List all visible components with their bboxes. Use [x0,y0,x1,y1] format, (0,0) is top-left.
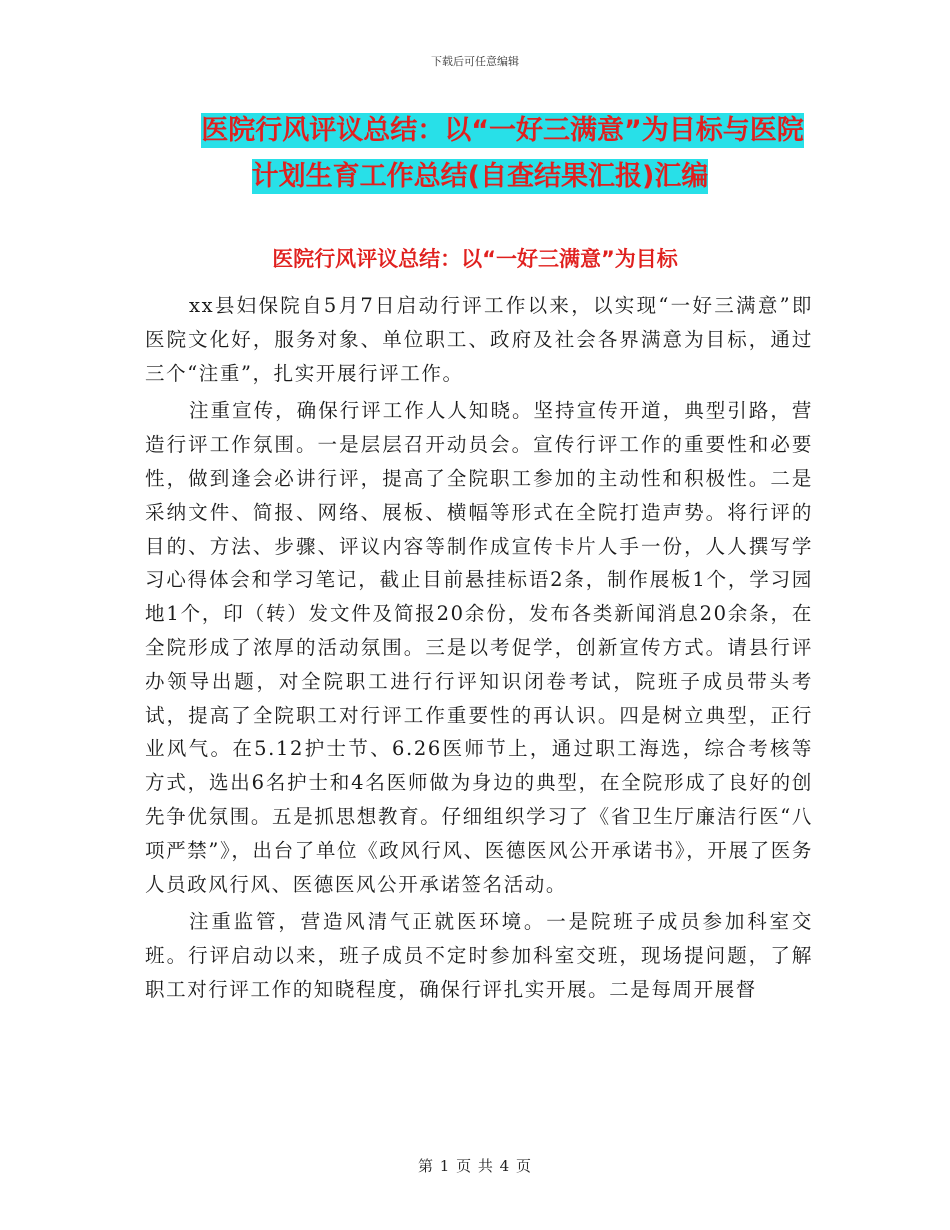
page-footer: 第 1 页 共 4 页 [418,1157,532,1175]
paragraph-publicity: 注重宣传，确保行评工作人人知晓。坚持宣传开道，典型引路，营造行评工作氛围。一是层层召开动员会。宣传行评工作的重要性和必要性，做到逢会必讲行评，提高了全院职工参加的主动性和积极性。二是采纳文件、简报、网络、展板、横幅等形式在全院打造声势。将行评的目的、方法、步骤、评议内容等制作成宣传卡片人手一份，人人撰写学习心得体会和学习笔记，截止目前悬挂标语2条，制作展板1个，学习园地1个，印（转）发文件及简报20余份，发布各类新闻消息20余条，在全院形成了浓厚的活动氛围。三是以考促学，创新宣传方式。请县行评办领导出题，对全院职工进行行评知识闭卷考试，院班子成员带头考试，提高了全院职工对行评工作重要性的再认识。四是树立典型，正行业风气。在5.12护士节、6.26医师节上，通过职工海选，综合考核等方式，选出6名护士和4名医师做为身边的典型，在全院形成了良好的创先争优氛围。五是抓思想教育。仔细组织学习了《省卫生厅廉洁行医“八项严禁”》，出台了单位《政风行风、医德医风公开承诺书》，开展了医务人员政风行风、医德医风公开承诺签名活动。 [145,399,813,896]
page-header: 下载后可任意编辑 [431,55,519,68]
document-title-line-1: 医院行风评议总结：以“一好三满意”为目标与医院 [201,115,804,146]
document-title [145,108,815,200]
document-body [145,289,813,1011]
document-title-line-2: 计划生育工作总结(自查结果汇报)汇编 [251,161,709,192]
paragraph-supervision: 注重监管，营造风清气正就医环境。一是院班子成员参加科室交班。行评启动以来，班子成员不定时参加科室交班，现场提问题，了解职工对行评工作的知晓程度，确保行评扎实开展。二是每周开展督 [145,910,813,1001]
paragraph-intro: xx县妇保院自5月7日启动行评工作以来，以实现“一好三满意”即医院文化好，服务对象、单位职工、政府及社会各界满意为目标，通过三个“注重”，扎实开展行评工作。 [145,294,813,385]
section-title: 医院行风评议总结：以“一好三满意”为目标 [272,247,678,271]
